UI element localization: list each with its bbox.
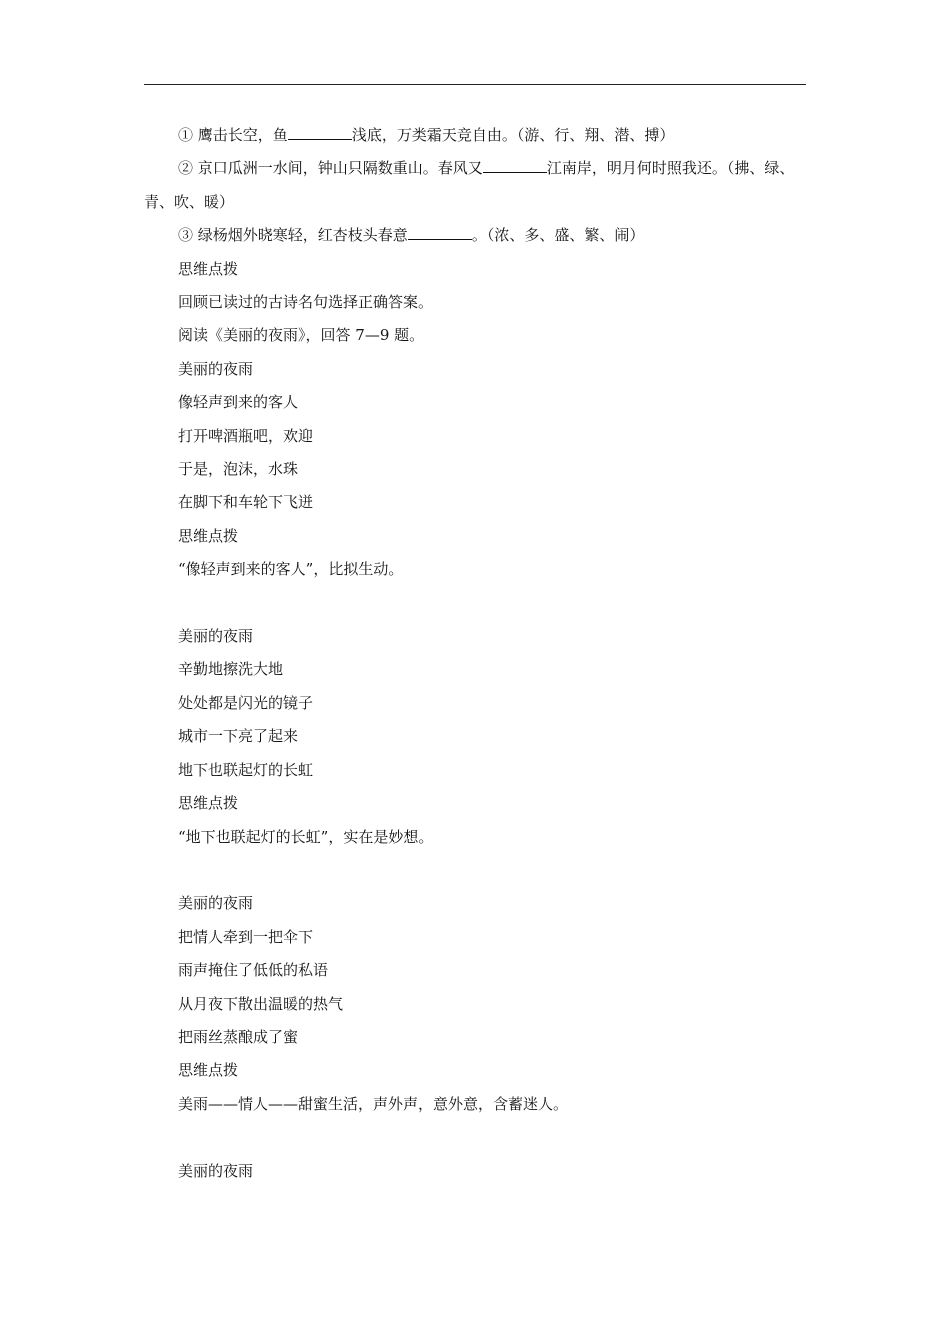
answer-blank-2[interactable] <box>483 156 547 173</box>
spacer <box>144 587 808 620</box>
poem-line: 把雨丝蒸酿成了蜜 <box>178 1027 299 1046</box>
poem-line: 雨声掩住了低低的私语 <box>178 961 329 980</box>
tip-text: 美雨——情人——甜蜜生活，声外声，意外意，含蓄迷人。 <box>178 1094 569 1113</box>
tip-label: 思维点拨 <box>178 526 239 545</box>
tip-label: 思维点拨 <box>178 259 239 278</box>
answer-blank-1[interactable] <box>288 123 352 140</box>
tip-text: 回顾已读过的古诗名句选择正确答案。 <box>178 293 434 312</box>
stanza-title: 美丽的夜雨 <box>178 627 254 646</box>
reading-intro: 阅读《美丽的夜雨》，回答 7—9 题。 <box>178 326 425 345</box>
answer-blank-3[interactable] <box>408 223 472 240</box>
question-1: ① 鹰击长空，鱼 浅底，万类霜天竞自由。（游、行、翔、潜、搏） <box>144 119 808 152</box>
poem-line: 于是，泡沫，水珠 <box>178 460 299 479</box>
stanza-title: 美丽的夜雨 <box>178 359 254 378</box>
poem-line: 在脚下和车轮下飞迸 <box>178 493 314 512</box>
tip-label: 思维点拨 <box>178 1061 239 1080</box>
question-2: ② 京口瓜洲一水间，钟山只隔数重山。春风又 江南岸，明月何时照我还。（拂、绿、青、吹、暖） <box>144 152 808 219</box>
tip-text: “像轻声到来的客人”，比拟生动。 <box>178 560 404 579</box>
poem-line: 打开啤酒瓶吧，欢迎 <box>178 426 314 445</box>
stanza-title: 美丽的夜雨 <box>178 894 254 913</box>
question-3: ③ 绿杨烟外晓寒轻，红杏枝头春意 。（浓、多、盛、繁、闹） <box>144 219 808 252</box>
poem-line: 处处都是闪光的镜子 <box>178 693 314 712</box>
poem-line: 地下也联起灯的长虹 <box>178 760 314 779</box>
tip-text: “地下也联起灯的长虹”，实在是妙想。 <box>178 827 434 846</box>
poem-line: 从月夜下散出温暖的热气 <box>178 994 344 1013</box>
poem-line: 把情人牵到一把伞下 <box>178 927 314 946</box>
stanza-title: 美丽的夜雨 <box>178 1161 254 1180</box>
poem-line: 城市一下亮了起来 <box>178 727 299 746</box>
tip-label: 思维点拨 <box>178 794 239 813</box>
spacer <box>144 1121 808 1154</box>
document-body <box>144 119 808 1188</box>
spacer <box>144 854 808 887</box>
poem-line: 像轻声到来的客人 <box>178 393 299 412</box>
header-rule <box>144 84 806 85</box>
poem-line: 辛勤地擦洗大地 <box>178 660 284 679</box>
